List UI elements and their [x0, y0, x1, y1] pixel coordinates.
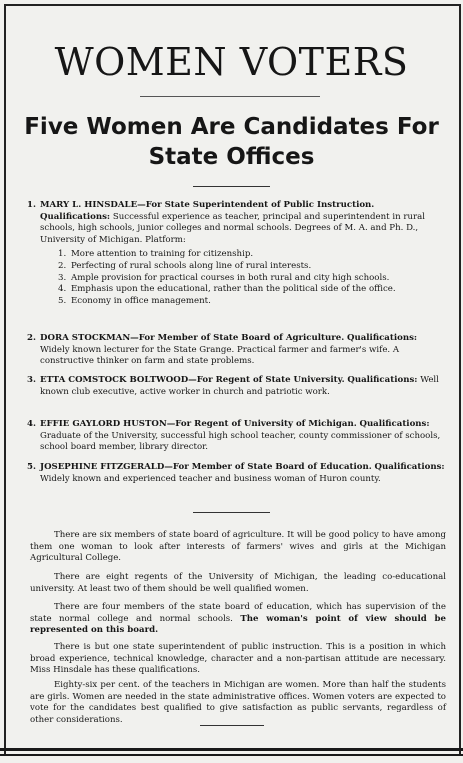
candidate-office: —For Regent of University of Michigan. — [166, 419, 357, 429]
headline — [20, 112, 443, 172]
section-divider — [200, 725, 264, 726]
headline-line-2: State Offices — [148, 144, 315, 170]
platform-item — [58, 261, 446, 273]
platform-item-number: 1. — [58, 249, 67, 260]
platform-item — [58, 296, 446, 308]
platform-item — [58, 273, 446, 285]
platform-item — [58, 249, 446, 261]
platform-item-text: Ample provision for practical courses in both rural and city high schools. — [71, 272, 390, 283]
qualifications-text: Successful experience as teacher, principal and superintendent in rural schools, high schools, junior colleges and normal schools. Degrees of M. A. and Ph. D., University of Michigan. Platform: — [40, 211, 426, 245]
body-paragraph — [30, 642, 446, 677]
candidate-name: MARY L. HINSDALE — [40, 200, 138, 210]
qualifications-label: Qualifications: — [359, 419, 430, 429]
candidate-number: 4. — [27, 419, 36, 429]
masthead-rule — [140, 96, 320, 97]
platform-item-text: Perfecting of rural schools along line of rural interests. — [71, 260, 312, 271]
candidate-entry — [27, 200, 446, 307]
qualifications-text: Graduate of the University, successful high school teacher, county commissioner of schools, school board member, library director. — [40, 430, 441, 453]
section-divider — [193, 186, 270, 187]
candidate-number: 2. — [27, 333, 36, 343]
candidate-office: —For Member of State Board of Agriculture. — [130, 333, 345, 343]
candidate-number: 1. — [27, 200, 36, 210]
platform-item-text: Emphasis upon the educational, rather than the political side of the office. — [71, 284, 396, 295]
paragraph-text: There is but one state superintendent of public instruction. This is a position in which broad experience, technical knowledge, character and a non-partisan attitude are necessary. Miss Hinsdale has these qualifications. — [30, 642, 446, 676]
candidate-entry — [27, 375, 446, 398]
candidate-name: EFFIE GAYLORD HUSTON — [40, 419, 167, 429]
qualifications-label: Qualifications: — [347, 375, 418, 385]
candidate-entry — [27, 462, 446, 485]
platform-list — [58, 249, 446, 307]
qualifications-label: Qualifications: — [374, 462, 445, 472]
candidate-office: —For Member of State Board of Education. — [164, 462, 372, 472]
body-paragraph — [30, 680, 446, 726]
candidate-office: —For State Superintendent of Public Instruction. — [137, 200, 375, 210]
platform-item-number: 4. — [58, 284, 67, 295]
candidate-entry — [27, 419, 446, 454]
platform-item — [58, 284, 446, 296]
candidate-name: ETTA COMSTOCK BOLTWOOD — [40, 375, 189, 385]
candidate-name: JOSEPHINE FITZGERALD — [40, 462, 165, 472]
paragraph-text: There are four members of the state board of education, which has supervision of the state normal college and normal schools. — [30, 602, 446, 624]
candidate-number: 3. — [27, 375, 36, 385]
platform-item-number: 2. — [58, 260, 67, 271]
body-paragraph — [30, 572, 446, 595]
candidate-number: 5. — [27, 462, 36, 472]
paragraph-text: There are eight regents of the University of Michigan, the leading co-educational university. At least two of them should be well qualified women. — [30, 572, 446, 594]
platform-item-text: Economy in office management. — [71, 295, 211, 306]
body-paragraph — [30, 602, 446, 637]
qualifications-label: Qualifications: — [346, 333, 418, 343]
qualifications-text: Well known club executive, active worker in church and patriotic work. — [40, 375, 439, 397]
body-paragraph — [30, 530, 446, 565]
bottom-rule-thin — [0, 754, 463, 756]
platform-item-text: More attention to training for citizenship. — [71, 249, 254, 260]
candidate-office: —For Regent of State University. — [188, 375, 345, 385]
qualifications-text: Widely known lecturer for the State Grange. Practical farmer and farmer's wife. A constructive thinker on farm and state problems. — [40, 344, 400, 367]
bottom-rule — [0, 748, 463, 751]
section-divider — [193, 512, 270, 513]
qualifications-text: Widely known and experienced teacher and business woman of Huron county. — [40, 473, 381, 484]
candidate-entry — [27, 333, 446, 368]
masthead: WOMEN VOTERS — [54, 40, 409, 84]
qualifications-label: Qualifications: — [40, 211, 111, 222]
paragraph-text: There are six members of state board of agriculture. It will be good policy to have among them one woman to look after interests of farmers' wives and girls at the Michigan Agricultural College. — [30, 530, 446, 564]
platform-item-number: 5. — [58, 295, 67, 306]
headline-line-1: Five Women Are Candidates For — [24, 114, 439, 140]
paragraph-text: Eighty-six per cent. of the teachers in Michigan are women. More than half the students are girls. Women are needed in the state administrative offices. Women voters are expected to vote for the candidates best qualified to give satisfaction as public servants, regardless of other considerations. — [30, 680, 446, 725]
paragraph-emphasis: The woman's point of view should be represented on this board. — [30, 613, 446, 636]
candidate-name: DORA STOCKMAN — [40, 333, 131, 343]
platform-item-number: 3. — [58, 272, 67, 283]
